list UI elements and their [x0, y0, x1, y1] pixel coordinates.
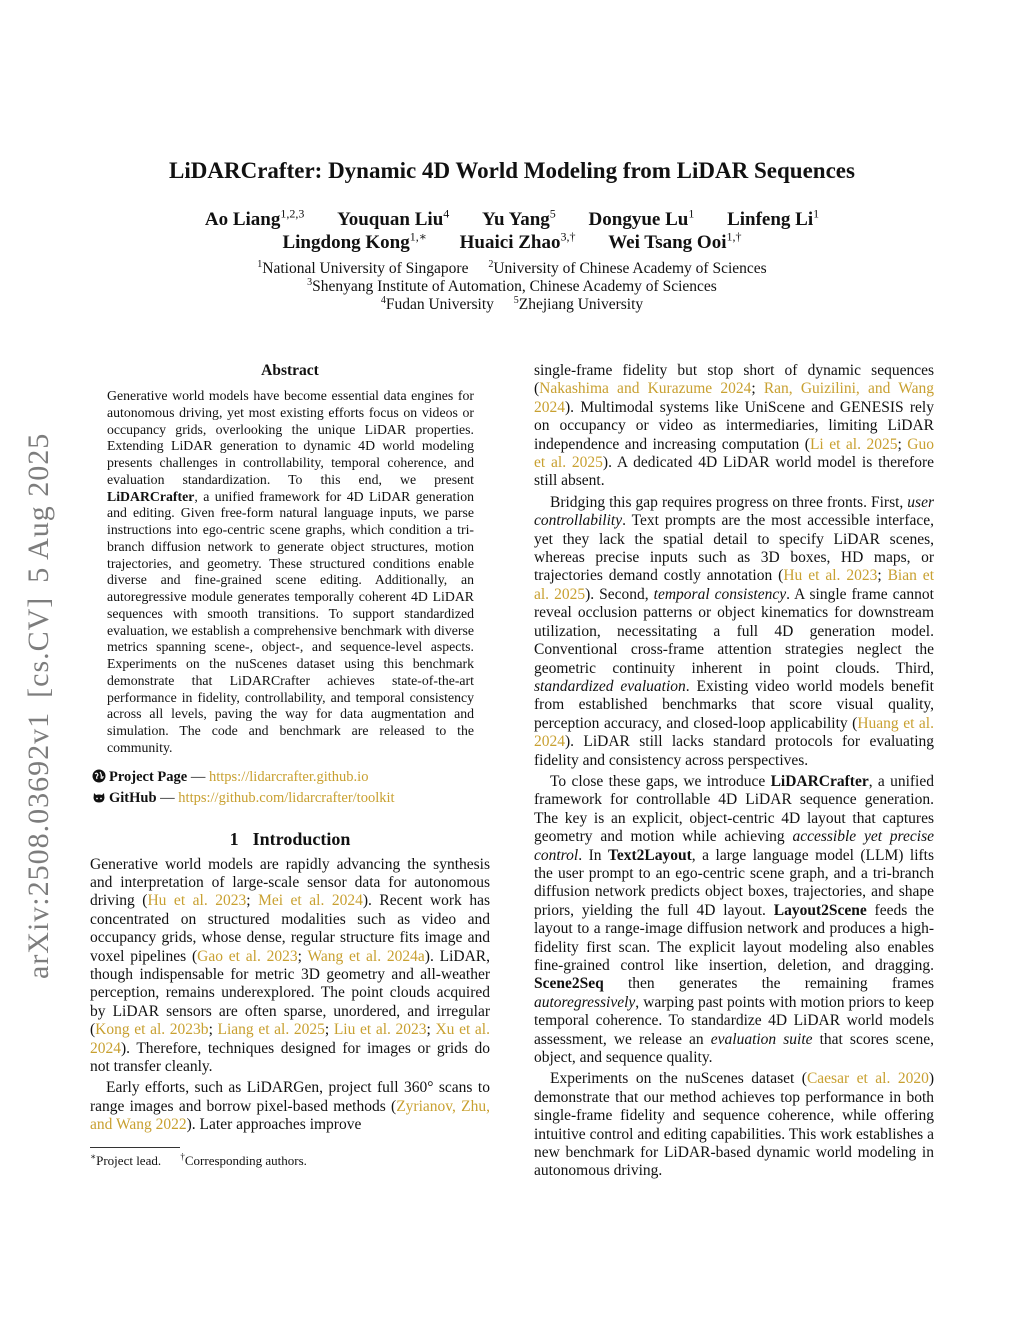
arxiv-date: 5 Aug 2025: [22, 432, 55, 583]
project-page-line: Project Page — https://lidarcrafter.github.io: [92, 767, 490, 788]
affiliation: $^1$National University of Singapore: [257, 259, 469, 278]
author: Huaici Zhao$^{3,\dagger}$: [459, 230, 576, 254]
author: Youquan Liu$^4$: [337, 207, 450, 231]
authors-line-1: [0, 207, 1024, 231]
section-heading-introduction: 1 Introduction: [229, 828, 351, 849]
project-page-label: Project Page: [109, 768, 188, 785]
authors-line-2: [0, 230, 1024, 254]
left-column: [90, 362, 490, 1169]
citation[interactable]: Caesar et al. 2020: [806, 1070, 929, 1088]
author: Dongyue Lu$^1$: [588, 207, 695, 231]
citation[interactable]: Liang et al. 2025: [217, 1021, 325, 1039]
right-paragraph-4: Experiments on the nuScenes dataset (Caesar et al. 2020) demonstrate that our method achieves top performance in both single-frame fidelity and sequence coherence, while offering intuitive control and editing capabilities. This work establishes a new benchmark for LiDAR-based dynamic world modeling in autonomous driving.: [534, 1070, 935, 1180]
citation[interactable]: Xu et al. 2024: [90, 1021, 490, 1057]
citation[interactable]: Bian et al. 2025: [534, 567, 934, 603]
citation[interactable]: Hu et al. 2023: [783, 567, 878, 585]
citation[interactable]: Guo et al. 2025: [534, 435, 934, 472]
affiliation: $^2$University of Chinese Academy of Sciences: [488, 259, 767, 278]
abstract-heading: Abstract: [261, 362, 319, 379]
affiliations-line-2: [0, 277, 1024, 296]
github-line: GitHub — https://github.com/lidarcrafter/toolkit: [92, 788, 490, 809]
footnote-corresponding: †Corresponding authors.: [180, 1151, 307, 1168]
citation[interactable]: Kong et al. 2023b: [95, 1021, 209, 1039]
abstract-text: Generative world models have become essential data engines for autonomous driving, yet most existing efforts focus on videos or occupancy grids, overlooking the unique LiDAR properties. Extending LiDAR generation to dynamic 4D world modeling presents challenges in controllability, temporal coherence, and evaluation standardization. To this end, we present LiDARCrafter, a unified framework for 4D LiDAR generation and editing. Given free-form natural language inputs, we parse instructions into ego-centric scene graphs, which condition a tri-branch diffusion network to generate object structures, motion trajectories, and geometry. These structured conditions enable diverse and fine-grained scene editing. Additionally, an autoregressive module generates temporally coherent 4D LiDAR sequences with smooth transitions. To support standardized evaluation, we establish a comprehensive benchmark with diverse metrics spanning scene-, object-, and sequence-level aspects. Experiments on the nuScenes dataset using this benchmark demonstrate that LiDARCrafter achieves state-of-the-art performance in fidelity, controllability, and temporal consistency across all levels, paving the way for data augmentation and simulation. The code and benchmark are released to the community.: [107, 388, 474, 755]
citation[interactable]: Li et al. 2025: [809, 435, 898, 453]
paper-title: LiDARCrafter: Dynamic 4D World Modeling from LiDAR Sequences: [169, 158, 855, 183]
footnote-project-lead: ∗Project lead.: [90, 1151, 162, 1168]
affiliation: $^5$Zhejiang University: [513, 295, 644, 314]
intro-paragraph-2: Early efforts, such as LiDARGen, project full 360° scans to range images and borrow pixel-based methods (Zyrianov, Zhu, and Wang 2022). Later approaches improve: [90, 1079, 490, 1134]
citation[interactable]: Gao et al. 2023: [197, 947, 298, 965]
citation[interactable]: Mei et al. 2024: [258, 892, 363, 910]
globe-icon: [92, 769, 106, 783]
citation[interactable]: Liu et al. 2023: [333, 1021, 427, 1039]
right-paragraph-2: Bridging this gap requires progress on three fronts. First, user controllability. Text prompts are the most accessible interface, yet they lack the spatial detail to specify LiDAR scenes, whereas precise inputs such as 3D boxes, HD maps, or trajectories demand costly annotation (Hu et al. 2023; Bian et al. 2025). Second, temporal consistency. A single frame cannot reveal occlusion patterns or object kinematics for downstream utilization, necessitating a full 4D generation model. Conventional cross-frame attention strategies neglect the geometric continuity inherent in point clouds. Third, standardized evaluation. Existing video world models benefit from established benchmarks that score visual quality, perception accuracy, and closed-loop applicability (Huang et al. 2024). LiDAR still lacks standard protocols for evaluating fidelity and consistency across perspectives.: [534, 493, 934, 769]
citation[interactable]: Huang et al. 2024: [534, 714, 934, 751]
arxiv-id: arXiv:2508.03692v1: [22, 711, 55, 979]
right-paragraph-3: To close these gaps, we introduce LiDARCrafter, a unified framework for controllable 4D LiDAR sequence generation. The key is an explicit, object-centric 4D layout that captures geometry and motion while achieving accessible yet precise control. In Text2Layout, a large language model (LLM) lifts the user prompt to an ego-centric scene graph, and a tri-branch diffusion network predicts object boxes, trajectories, and shape priors, yielding the full 4D layout. Layout2Scene feeds the layout to a range-image diffusion network and produces a high-fidelity first scan. The explicit layout modeling also enables fine-grained control like insertion, deletion, and dragging. Scene2Seq then generates the remaining frames autoregressively, warping past points with motion priors to keep temporal coherence. To standardize 4D LiDAR world models assessment, we release an evaluation suite that scores scene, object, and sequence quality.: [534, 772, 935, 1067]
right-column: [534, 362, 934, 1181]
footnotes: [90, 1152, 490, 1169]
github-icon: [92, 790, 106, 804]
citation[interactable]: Wang et al. 2024a: [307, 947, 425, 965]
arxiv-stamp: [22, 419, 56, 979]
citation[interactable]: Nakashima and Kurazume 2024: [539, 380, 752, 398]
citation[interactable]: Ran, Guizilini, and Wang 2024: [534, 380, 934, 416]
right-paragraph-1: single-frame fidelity but stop short of dynamic sequences (Nakashima and Kurazume 2024; Ran, Guizilini, and Wang 2024). Multimodal systems like UniScene and GENESIS rely on occupancy or video as intermediaries, limiting LiDAR independence and increasing computation (Li et al. 2025; Guo et al. 2025). A dedicated 4D LiDAR world model is therefore still absent.: [534, 362, 934, 490]
author: Linfeng Li$^1$: [727, 207, 820, 231]
author: Wei Tsang Ooi$^{1,\dagger}$: [608, 230, 742, 254]
arxiv-category: [cs.CV]: [22, 596, 55, 698]
author: Lingdong Kong$^{1,∗}$: [282, 230, 427, 254]
affiliation: $^4$Fudan University: [380, 295, 494, 314]
project-page-link[interactable]: https://lidarcrafter.github.io: [208, 768, 369, 785]
citation[interactable]: Hu et al. 2023: [147, 892, 247, 910]
author: Yu Yang$^5$: [482, 207, 556, 231]
affiliations-line-1: [0, 259, 1024, 278]
footnote-rule: [90, 1147, 180, 1148]
citation[interactable]: Zyrianov, Zhu, and Wang 2022: [90, 1097, 490, 1134]
github-link[interactable]: https://github.com/lidarcrafter/toolkit: [178, 789, 395, 806]
affiliation: $^3$Shenyang Institute of Automation, Chinese Academy of Sciences: [307, 277, 717, 296]
author: Ao Liang$^{1,2,3}$: [204, 207, 305, 231]
intro-paragraph-1: Generative world models are rapidly advancing the synthesis and interpretation of large-scale sensor data for autonomous driving (Hu et al. 2023; Mei et al. 2024). Recent work has concentrated on structured modalities such as video and occupancy grids, whose dense, regular structure fits image and voxel pipelines (Gao et al. 2023; Wang et al. 2024a). LiDAR, though indispensable for metric 3D geometry and all-weather perception, remains underexplored. The point clouds acquired by LiDAR sensors are often sparse, unordered, and irregular (Kong et al. 2023b; Liang et al. 2025; Liu et al. 2023; Xu et al. 2024). Therefore, techniques designed for images or grids do not transfer cleanly.: [90, 855, 490, 1075]
affiliations-line-3: [0, 295, 1024, 314]
github-label: GitHub: [109, 789, 157, 806]
